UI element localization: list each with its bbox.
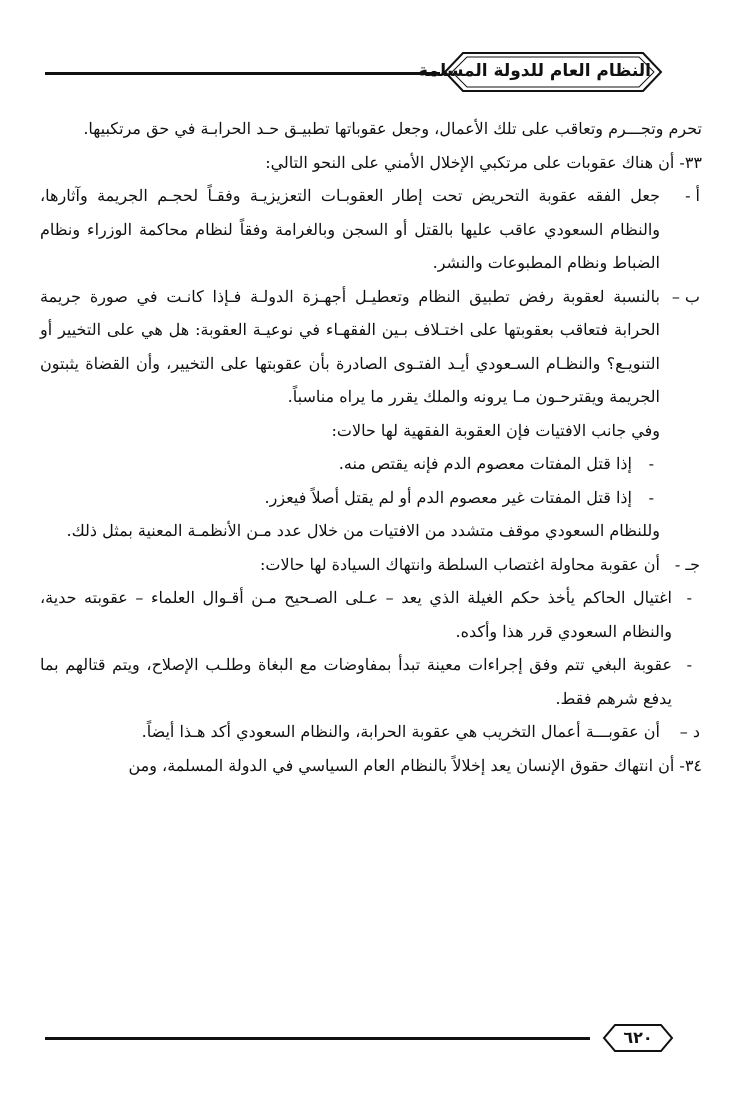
list-marker: -: [686, 655, 692, 674]
paragraph-text: أن عقوبة محاولة اغتصاب السلطة وانتهاك السيادة لها حالات:: [260, 554, 660, 574]
paragraph-text: أن عقوبـــة أعمال التخريب هي عقوبة الحرابة، والنظام السعودي أكد هـذا أيضاً.: [141, 722, 660, 741]
header-rule: [45, 72, 440, 75]
list-marker: جـ -: [674, 554, 700, 574]
list-marker: د –: [679, 722, 700, 741]
list-marker: -: [686, 588, 692, 607]
list-marker: أ -: [685, 186, 700, 205]
list-marker: ب –: [671, 286, 700, 306]
list-marker: -: [648, 454, 654, 473]
paragraph-text: إذا قتل المفتات معصوم الدم فإنه يقتص منه.: [338, 454, 632, 473]
paragraph: [40, 514, 702, 548]
paragraph: [40, 548, 702, 582]
paragraph: [40, 715, 702, 749]
paragraph: [40, 581, 702, 648]
paragraph: [40, 447, 702, 481]
paragraph: [40, 749, 702, 783]
paragraph-text: ٣٣- أن هناك عقوبات على مرتكبي الإخلال الأمني على النحو التالي:: [265, 152, 702, 172]
paragraph-text: وفي جانب الافتيات فإن العقوبة الفقهية لها حالات:: [331, 420, 660, 440]
page-number-badge: [601, 1022, 675, 1054]
paragraph-text: عقوبة البغي تتم وفق إجراءات معينة تبدأ بمفاوضات مع البغاة وطلـب الإصلاح، ويتم قتالهم بما يدفع شرهم فقط.: [40, 655, 672, 708]
paragraph: [40, 146, 702, 180]
paragraph-text: جعل الفقه عقوبة التحريض تحت إطار العقوبـات التعزيزيـة وفقـاً لحجـم الجريمة وآثارها، والنظام السعودي عاقب عليها بالقتل أو السجن وبالغرامة وفقاً لنظام محاكمة الوزراء ونظام الضباط ونظام المطبوعات والنشر.: [40, 186, 661, 272]
paragraph: [40, 179, 702, 280]
paragraph: [40, 648, 702, 715]
running-header: [45, 48, 665, 98]
paragraph: [40, 481, 702, 515]
paragraph-text: بالنسبة لعقوبة رفض تطبيق النظام وتعطيـل أجهـزة الدولـة فـإذا كانـت في صورة جريمة الحرابة فتعاقب بعقوبتها على اختـلاف بـين الفقهـاء في نوعيـة العقوبة: هل هي على التخيير أو التنويـع؟ والنظـام السـعودي أيـد الفتـوى الصادرة بأن عقوبتها على التخيير، وأن القضاة يثبتون الجريمة ويقترحـون مـا يرونه والملك يقرر ما يراه مناسباً.: [40, 286, 660, 406]
paragraph-text: تحرم وتجـــرم وتعاقب على تلك الأعمال، وجعل عقوباتها تطبيـق حـد الحرابـة في حق مرتكبيها.: [83, 119, 702, 138]
page-title: النظام العام للدولة المسلمة: [418, 61, 651, 81]
paragraph-text: وللنظام السعودي موقف متشدد من الافتيات من خلال عدد مـن الأنظمـة المعنية بمثل ذلك.: [66, 521, 660, 540]
page-number: ٦٢٠: [623, 1028, 653, 1047]
header-title-badge: [418, 50, 665, 94]
paragraph: [40, 280, 702, 414]
paragraph: [40, 112, 702, 146]
paragraph-text: ٣٤- أن انتهاك حقوق الإنسان يعد إخلالاً بالنظام العام السياسي في الدولة المسلمة، ومن: [128, 755, 702, 775]
paragraph: [40, 414, 702, 448]
footer-rule: [45, 1037, 590, 1040]
paragraph-text: اغتيال الحاكم يأخذ حكم الغيلة الذي يعد – عـلى الصـحيح مـن أقـوال العلماء – عقوبته حدية، والنظام السعودي قرر هذا وأكده.: [40, 588, 672, 641]
paragraph-text: إذا قتل المفتات غير معصوم الدم أو لم يقتل أصلاً فيعزر.: [264, 487, 632, 507]
running-footer: [45, 1020, 675, 1060]
page-body: [40, 112, 702, 1012]
list-marker: -: [648, 487, 654, 507]
